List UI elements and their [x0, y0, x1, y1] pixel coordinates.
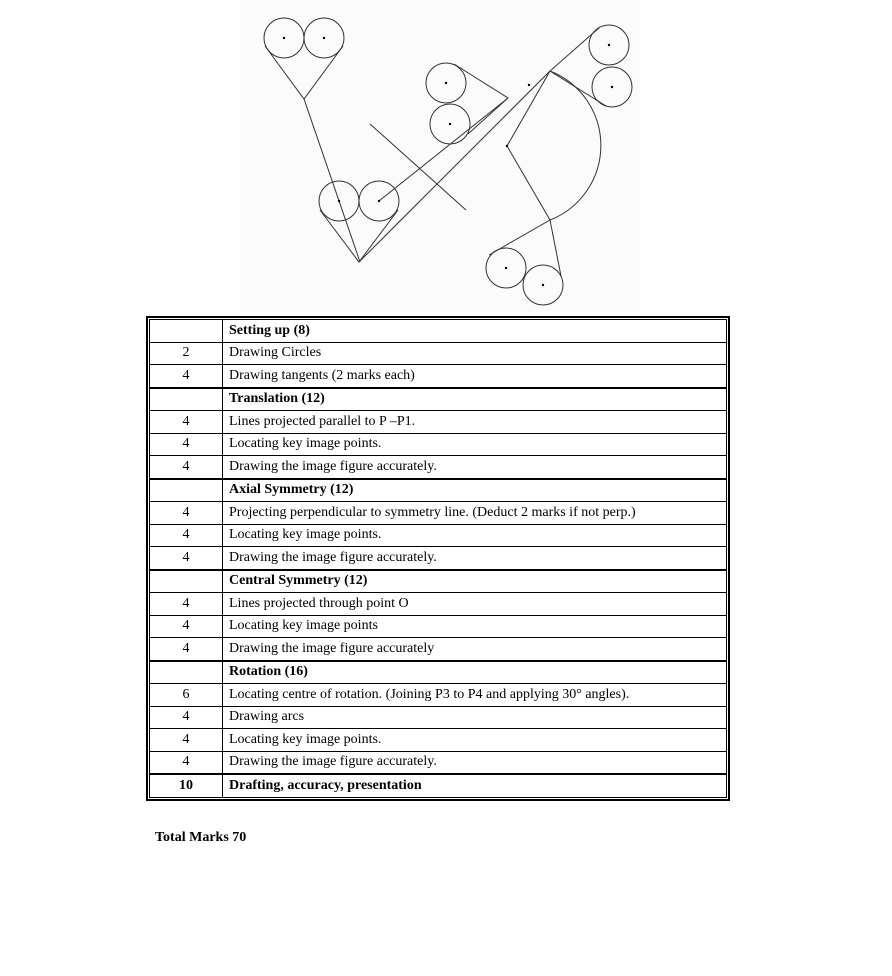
centre-point	[506, 145, 508, 147]
description-cell: Locating key image points.	[223, 729, 727, 752]
centre-point	[449, 123, 451, 125]
description-cell: Locating key image points.	[223, 433, 727, 456]
mark-cell: 4	[150, 433, 223, 456]
mark-cell: 6	[150, 684, 223, 707]
table-row	[150, 524, 727, 547]
description-cell: Drawing Circles	[223, 342, 727, 365]
centre-point	[323, 37, 325, 39]
table-row	[150, 638, 727, 661]
table-row	[150, 411, 727, 434]
centre-point	[528, 84, 530, 86]
description-cell: Drawing the image figure accurately.	[223, 456, 727, 479]
description-cell: Projecting perpendicular to symmetry line. (Deduct 2 marks if not perp.)	[223, 502, 727, 525]
table-row	[150, 615, 727, 638]
description-cell: Drawing the image figure accurately.	[223, 751, 727, 774]
table-row	[150, 706, 727, 729]
shape-tangent	[265, 46, 343, 99]
description-cell: Drawing the image figure accurately	[223, 638, 727, 661]
mark-cell: 4	[150, 729, 223, 752]
mark-cell	[150, 570, 223, 593]
table-row	[150, 502, 727, 525]
mark-cell: 4	[150, 365, 223, 388]
shape-tangent	[320, 210, 398, 262]
shape-tangent	[454, 64, 508, 134]
mark-cell	[150, 661, 223, 684]
mark-cell: 4	[150, 615, 223, 638]
centre-point	[505, 267, 507, 269]
section-heading-row	[150, 320, 727, 343]
description-cell: Lines projected through point O	[223, 593, 727, 616]
marking-scheme-table	[146, 316, 730, 801]
description-cell: Locating centre of rotation. (Joining P3 to P4 and applying 30° angles).	[223, 684, 727, 707]
mark-cell: 4	[150, 593, 223, 616]
projection-line	[359, 71, 550, 262]
mark-cell: 2	[150, 342, 223, 365]
description-cell: Translation (12)	[223, 388, 727, 411]
table-row	[150, 547, 727, 570]
mark-cell: 4	[150, 547, 223, 570]
table-row	[150, 593, 727, 616]
description-cell: Drawing tangents (2 marks each)	[223, 365, 727, 388]
centre-point	[611, 86, 613, 88]
mark-cell	[150, 479, 223, 502]
table-row	[150, 729, 727, 752]
mark-cell	[150, 388, 223, 411]
mark-cell: 4	[150, 456, 223, 479]
description-cell: Lines projected parallel to P –P1.	[223, 411, 727, 434]
mark-cell: 4	[150, 706, 223, 729]
table-row	[150, 751, 727, 774]
description-cell: Drawing arcs	[223, 706, 727, 729]
table-row	[150, 365, 727, 388]
description-cell: Locating key image points	[223, 615, 727, 638]
mark-cell: 4	[150, 638, 223, 661]
mark-cell: 4	[150, 411, 223, 434]
geometric-construction-figure	[240, 0, 640, 312]
total-marks: Total Marks 70	[155, 830, 247, 845]
shape-tangent	[489, 220, 561, 276]
centre-point	[338, 200, 340, 202]
mark-cell	[150, 320, 223, 343]
centre-point	[378, 200, 380, 202]
centre-point	[445, 82, 447, 84]
mark-cell: 4	[150, 524, 223, 547]
mark-cell: 4	[150, 502, 223, 525]
description-cell: Central Symmetry (12)	[223, 570, 727, 593]
table-row	[150, 342, 727, 365]
table-row	[150, 456, 727, 479]
shape-tangent	[550, 27, 606, 106]
final-row	[150, 774, 727, 797]
table-row	[150, 684, 727, 707]
section-heading-row	[150, 661, 727, 684]
description-cell: Drawing the image figure accurately.	[223, 547, 727, 570]
centre-point	[542, 284, 544, 286]
description-cell: Setting up (8)	[223, 320, 727, 343]
mark-cell: 4	[150, 751, 223, 774]
rotation-construction	[507, 71, 550, 220]
description-cell: Axial Symmetry (12)	[223, 479, 727, 502]
table-row	[150, 433, 727, 456]
mark-cell: 10	[150, 774, 223, 797]
centre-point	[283, 37, 285, 39]
section-heading-row	[150, 388, 727, 411]
section-heading-row	[150, 570, 727, 593]
description-cell: Locating key image points.	[223, 524, 727, 547]
description-cell: Rotation (16)	[223, 661, 727, 684]
description-cell: Drafting, accuracy, presentation	[223, 774, 727, 797]
marking-scheme-body	[150, 320, 727, 798]
section-heading-row	[150, 479, 727, 502]
projection-line	[304, 99, 360, 262]
centre-point	[608, 44, 610, 46]
